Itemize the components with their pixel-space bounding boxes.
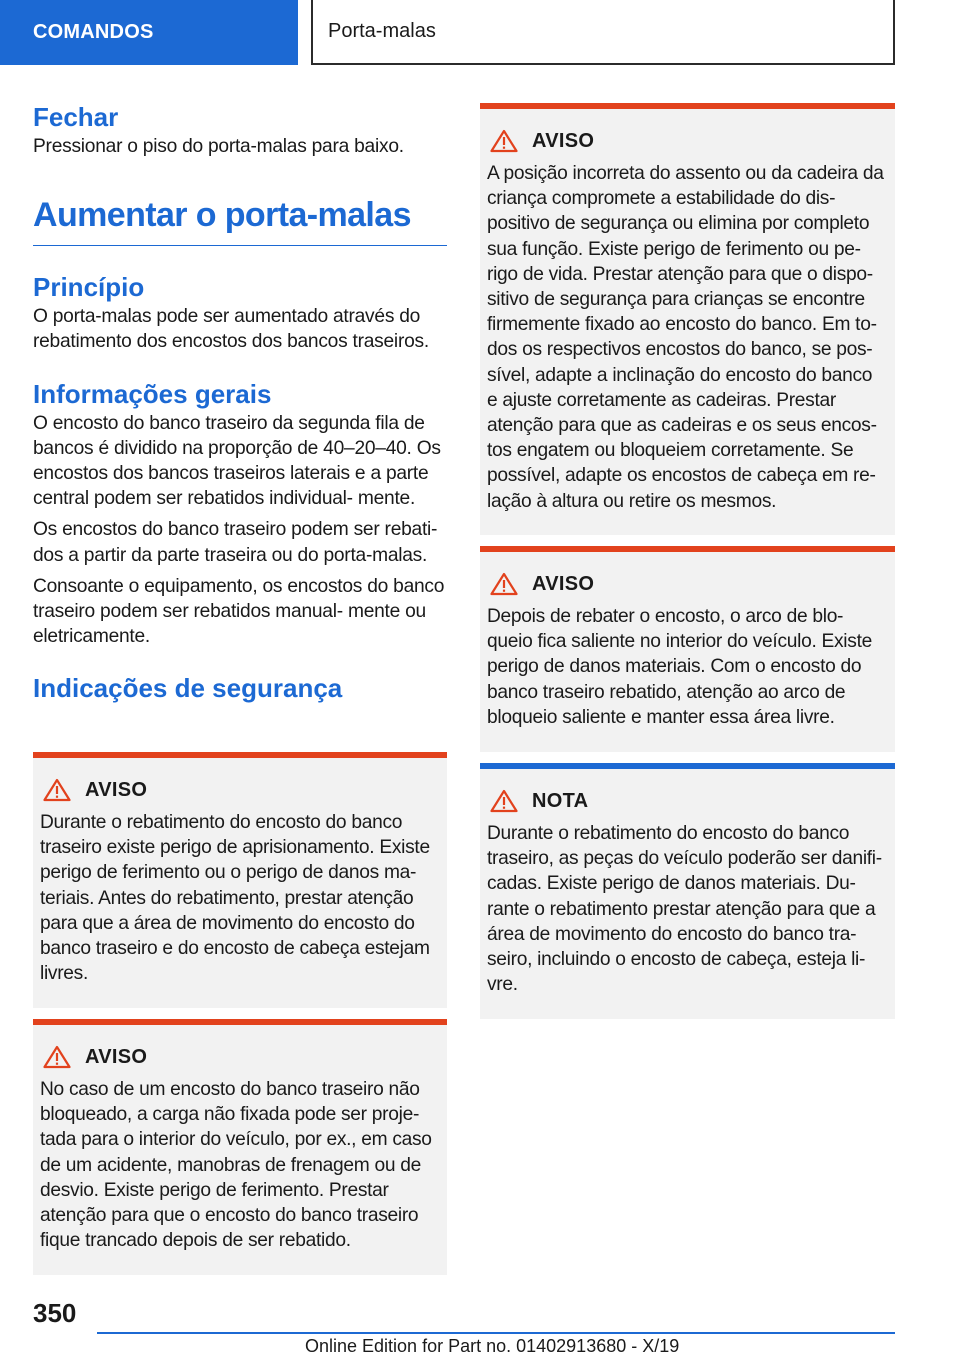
chapter-label: Porta-malas	[328, 20, 436, 42]
warning-text: No caso de um encosto do banco traseiro não bloqueado, a carga não fixada pode ser proje- tada para o interior do veículo, por ex., em caso de um acidente, manobras de frenagem ou de desvio. Existe perigo de ferimento. Prestar atenção para que o encosto do banco traseiro fique trancado depois de ser rebatido.	[40, 1079, 432, 1252]
warning-triangle-icon	[490, 572, 518, 596]
fechar-text: Pressionar o piso do porta-malas para baixo.	[33, 136, 404, 157]
left-column	[33, 100, 447, 705]
principio-text: O porta-malas pode ser aumentado através do rebatimento dos encostos dos bancos traseiros.	[33, 306, 429, 353]
fechar-heading: Fechar	[33, 102, 119, 132]
warning-label: AVISO	[532, 129, 595, 152]
warning-text: Durante o rebatimento do encosto do banco traseiro existe perigo de aprisionamento. Existe perigo de ferimento ou o perigo de danos ma- teriais. Antes do rebatimento, prestar atenção para que a área de movimento do encosto do banco traseiro e do encosto de cabeça estejam livres.	[40, 812, 430, 985]
warning-box	[480, 103, 895, 535]
section-tab	[0, 0, 298, 65]
warning-box	[33, 752, 447, 1008]
warning-box	[33, 1019, 447, 1275]
warning-triangle-icon	[43, 778, 71, 802]
page-title: Aumentar o porta-malas	[33, 196, 411, 235]
chapter-tab	[311, 0, 895, 65]
warning-triangle-icon	[43, 1045, 71, 1069]
warning-label: AVISO	[85, 1045, 148, 1068]
principio-heading: Princípio	[33, 272, 145, 303]
warning-text: Depois de rebater o encosto, o arco de blo- queio fica saliente no interior do veículo. Existe perigo de danos materiais. Com o encosto do banco traseiro rebatido, atenção ao arco de bloqueio saliente e manter essa área livre.	[487, 606, 872, 728]
footer-edition: Online Edition for Part no. 01402913680 - X/19	[305, 1336, 680, 1356]
warning-triangle-icon	[490, 129, 518, 153]
note-label: NOTA	[532, 789, 589, 812]
info-paragraph-1: O encosto do banco traseiro da segunda fila de bancos é dividido na proporção de 40–20–40. Os encostos dos bancos traseiros laterais e a parte central podem ser rebatidos individual- mente.	[33, 412, 441, 510]
note-box	[480, 763, 895, 1019]
section-label: COMANDOS	[33, 21, 154, 43]
footer-rule	[97, 1332, 895, 1334]
warning-label: AVISO	[85, 778, 148, 801]
warning-label: AVISO	[532, 572, 595, 595]
page-number: 350	[33, 1298, 77, 1328]
info-paragraph-2: Os encostos do banco traseiro podem ser rebati- dos a partir da parte traseira ou do porta-malas.	[33, 519, 438, 566]
info-heading: Informações gerais	[33, 378, 272, 409]
warning-box	[480, 546, 895, 752]
warning-triangle-icon	[490, 789, 518, 813]
info-paragraph-3: Consoante o equipamento, os encostos do banco traseiro podem ser rebatidos manual- mente ou eletricamente.	[33, 575, 445, 648]
title-rule	[33, 245, 447, 246]
warning-text: A posição incorreta do assento ou da cadeira da criança compromete a estabilidade do dis- positivo de segurança ou elimina por completo sua função. Existe perigo de ferimento ou pe- rigo de vida. Prestar atenção para que o dispo- sitivo de segurança para crianças se encontre firmemente fixado ao encosto do banco. Em to- dos os respectivos encostos do banco, se pos- sível, adapte a inclinação do encosto do banco e ajuste corretamente as cadeiras. Prestar atenção para que as cadeiras e os seus encos- tos engatem ou bloqueiem corretamente. Se possível, adapte os encostos de cabeça em re- lação à altura ou retire os mesmos.	[487, 163, 884, 512]
note-text: Durante o rebatimento do encosto do banco traseiro, as peças do veículo poderão ser danifi- cadas. Existe perigo de danos materiais. Du- rante o rebatimento prestar atenção para que a área de movimento do encosto do banco tra- seiro, incluindo o encosto de cabeça, esteja li- vre.	[487, 823, 882, 996]
safety-heading: Indicações de segurança	[33, 673, 343, 704]
